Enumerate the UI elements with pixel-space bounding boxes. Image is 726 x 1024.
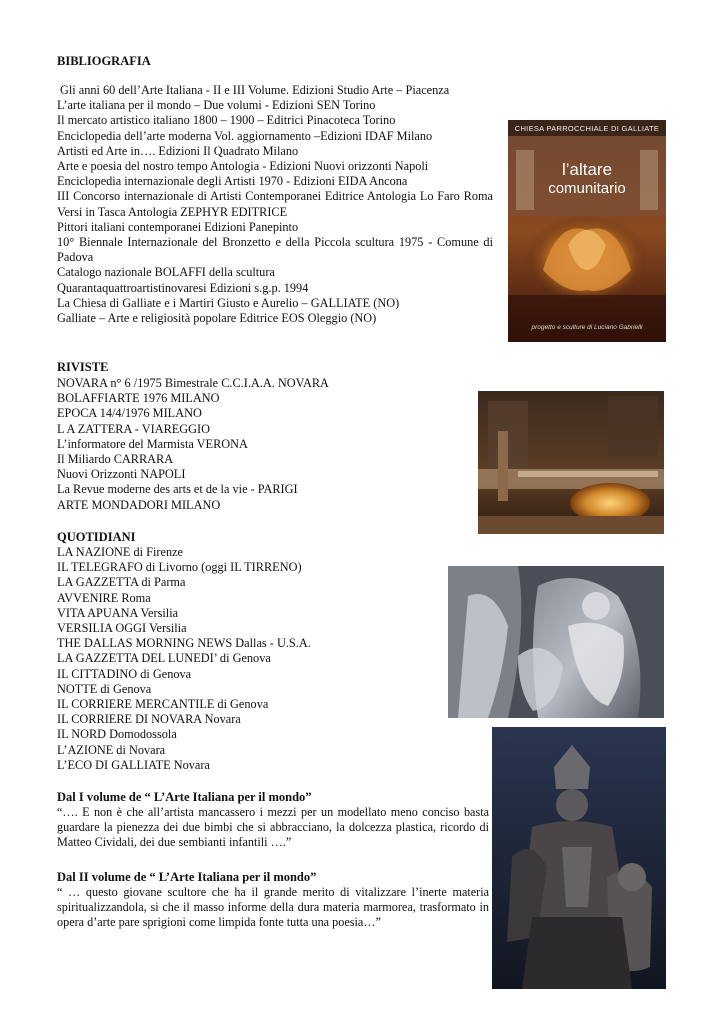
newspaper-entry: L’ECO DI GALLIATE Novara bbox=[57, 757, 210, 772]
book-cover-title-1: l’altare bbox=[561, 160, 613, 179]
quote-block-2 bbox=[57, 870, 489, 931]
quotidiani-list bbox=[57, 545, 493, 773]
newspaper-entry: VITA APUANA Versilia bbox=[57, 605, 179, 620]
bibliography-entry: Catalogo nazionale BOLAFFI della scultura bbox=[57, 265, 275, 280]
bibliography-entry: Pittori italiani contemporanei Edizioni Panepinto bbox=[57, 219, 299, 234]
bibliography-entry: Galliate – Arte e religiosità popolare Editrice EOS Oleggio (NO) bbox=[57, 311, 377, 326]
bibliography-entry: L’arte italiana per il mondo – Due volumi - Edizioni SEN Torino bbox=[57, 98, 376, 113]
bibliography-entry: Versi in Tasca Antologia ZEPHYR EDITRICE bbox=[57, 204, 288, 219]
newspaper-entry: VERSILIA OGGI Versilia bbox=[57, 621, 187, 636]
magazine-entry: NOVARA n° 6 /1975 Bimestrale C.C.I.A.A. NOVARA bbox=[57, 376, 329, 390]
magazine-entry: Nuovi Orizzonti NAPOLI bbox=[57, 467, 186, 482]
newspaper-entry: LA NAZIONE di Firenze bbox=[57, 545, 184, 559]
quote-2-text: “ … questo giovane scultore che ha il grande merito di vitalizzare l’inerte materia spiritualizzandola, si che il masso informe della dura materia marmorea, trasformato in opera d’arte pare sprigioni come limpida fonte tutta una poesia…” bbox=[57, 885, 489, 930]
bibliography-entry: Quarantaquattroartistinovaresi Edizioni s.g.p. 1994 bbox=[57, 280, 309, 295]
book-cover-image bbox=[508, 120, 666, 342]
newspaper-entry: AVVENIRE Roma bbox=[57, 590, 151, 605]
book-cover-bottom-label: progetto e sculture di Luciano Gabrielli bbox=[531, 324, 643, 331]
bibliography-entry: 10° Biennale Internazionale del Bronzetto e della Piccola scultura 1975 - Comune di Padova bbox=[57, 235, 493, 265]
magazine-entry: L A ZATTERA - VIAREGGIO bbox=[57, 421, 211, 436]
newspaper-entry: L’AZIONE di Novara bbox=[57, 742, 166, 757]
riviste-heading: RIVISTE bbox=[57, 360, 109, 374]
newspaper-entry: THE DALLAS MORNING NEWS Dallas - U.S.A. bbox=[57, 636, 311, 651]
newspaper-entry: IL TELEGRAFO di Livorno (oggi IL TIRRENO) bbox=[57, 560, 302, 575]
quotidiani-heading: QUOTIDIANI bbox=[57, 530, 136, 544]
newspaper-entry: NOTTE di Genova bbox=[57, 681, 152, 696]
riviste-list bbox=[57, 376, 493, 513]
bibliography-entry: Arte e poesia del nostro tempo Antologia - Edizioni Nuovi orizzonti Napoli bbox=[57, 159, 429, 174]
bibliografia-heading: BIBLIOGRAFIA bbox=[57, 54, 151, 68]
quote-block-1 bbox=[57, 790, 489, 851]
bibliography-entry: Il mercato artistico italiano 1800 – 1900 – Editrici Pinacoteca Torino bbox=[57, 113, 396, 128]
quote-2-heading: Dal II volume de “ L’Arte Italiana per il mondo” bbox=[57, 870, 317, 884]
bibliography-entry: III Concorso internazionale di Artisti Contemporanei Editrice Antologia Lo Faro Roma bbox=[57, 189, 493, 204]
quote-1-text: “…. E non è che all’artista mancassero i mezzi per un modellato meno conciso basta guardare la pienezza dei due bimbi che si abbracciano, la dolcezza plastica, ricordo di Matteo Cividali, dei due sembianti infantili ….” bbox=[57, 805, 489, 850]
magazine-entry: L’informatore del Marmista VERONA bbox=[57, 436, 248, 451]
book-cover-top-label: CHIESA PARROCCHIALE DI GALLIATE bbox=[514, 124, 660, 133]
magazine-entry: EPOCA 14/4/1976 MILANO bbox=[57, 406, 202, 421]
newspaper-entry: IL CORRIERE MERCANTILE di Genova bbox=[57, 697, 269, 712]
magazine-entry: La Revue moderne des arts et de la vie - PARIGI bbox=[57, 482, 298, 497]
newspaper-entry: IL CITTADINO di Genova bbox=[57, 666, 192, 681]
quote-1-heading: Dal I volume de “ L’Arte Italiana per il mondo” bbox=[57, 790, 312, 804]
book-cover-title-2: comunitario bbox=[548, 180, 626, 197]
marble-relief-photo bbox=[448, 566, 664, 718]
bibliography-entry: Gli anni 60 dell’Arte Italiana - II e III Volume. Edizioni Studio Arte – Piacenza bbox=[60, 83, 450, 97]
bibliography-entry: La Chiesa di Galliate e i Martiri Giusto e Aurelio – GALLIATE (NO) bbox=[57, 295, 400, 310]
bronze-statue-photo bbox=[492, 727, 666, 989]
bibliography-entry: Enciclopedia dell’arte moderna Vol. aggiornamento –Edizioni IDAF Milano bbox=[57, 128, 433, 143]
altar-photo bbox=[478, 391, 664, 534]
bibliografia-list bbox=[57, 83, 493, 326]
newspaper-entry: IL NORD Domodossola bbox=[57, 727, 177, 742]
newspaper-entry: LA GAZZETTA DEL LUNEDI’ di Genova bbox=[57, 651, 271, 666]
bibliography-entry: Artisti ed Arte in…. Edizioni Il Quadrato Milano bbox=[57, 143, 299, 158]
magazine-entry: BOLAFFIARTE 1976 MILANO bbox=[57, 391, 220, 406]
newspaper-entry: LA GAZZETTA di Parma bbox=[57, 575, 186, 590]
bibliography-entry: Enciclopedia internazionale degli Artisti 1970 - Edizioni EIDA Ancona bbox=[57, 174, 408, 189]
newspaper-entry: IL CORRIERE DI NOVARA Novara bbox=[57, 712, 241, 727]
magazine-entry: ARTE MONDADORI MILANO bbox=[57, 497, 221, 512]
magazine-entry: Il Miliardo CARRARA bbox=[57, 452, 174, 467]
